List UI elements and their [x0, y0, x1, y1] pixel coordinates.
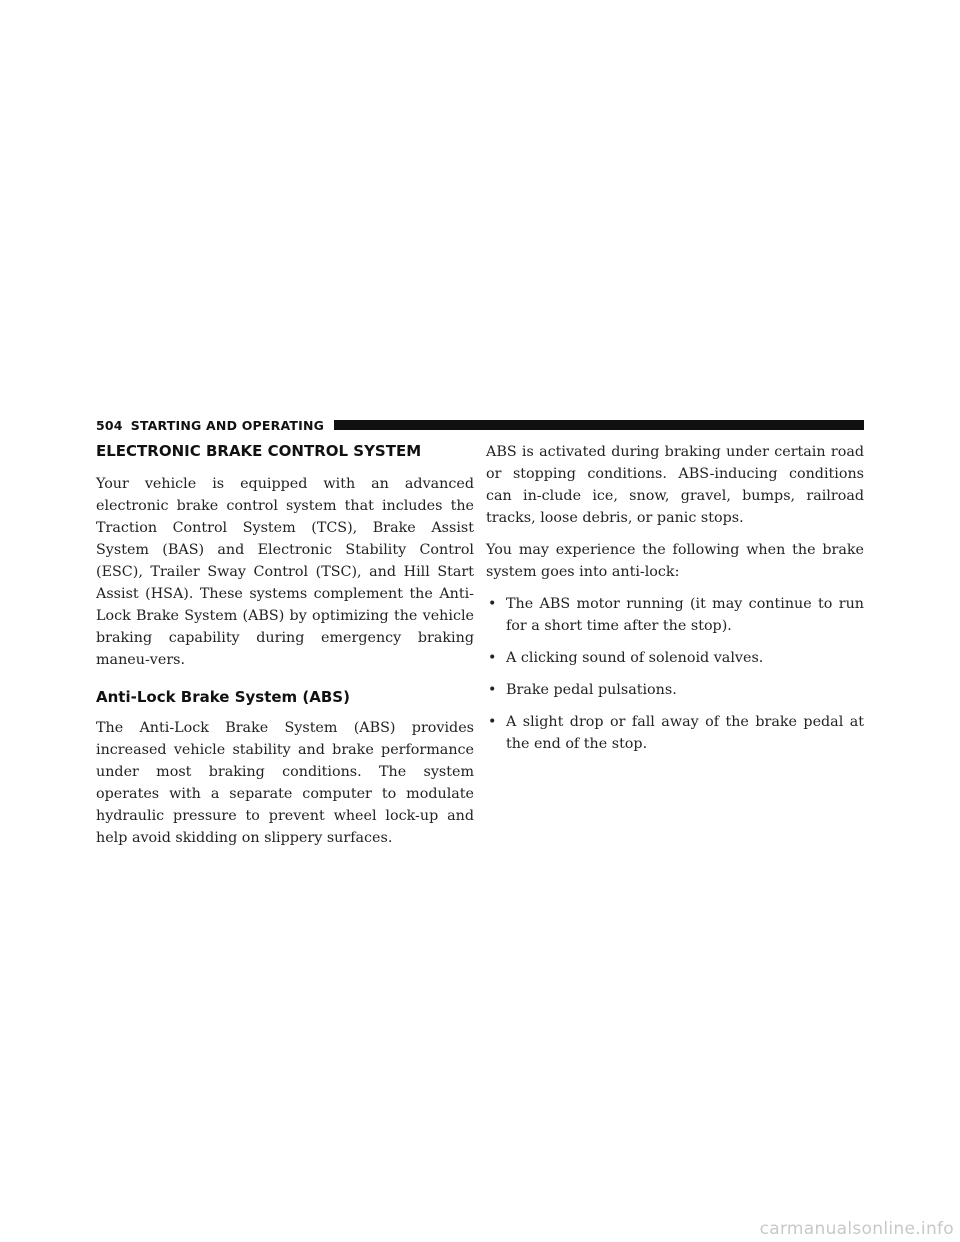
list-item-text: The ABS motor running (it may continue to run for a short time after the stop). — [506, 596, 864, 634]
bullet-icon: • — [488, 682, 497, 698]
list-item-text: Brake pedal pulsations. — [506, 682, 677, 698]
intro-paragraph: Your vehicle is equipped with an advanced electronic brake control system that includes the Traction Control System (TCS), Brake Assist System (BAS) and Electronic Stability Control (ESC), Trailer Sway Control (TSC), and Hill Start Assist (HSA). These systems complement the Anti-Lock Brake System (ABS) by optimizing the vehicle braking capability during emergency braking maneu-vers. — [96, 476, 474, 668]
page-header — [96, 418, 864, 432]
page-number: 504 — [96, 417, 123, 433]
section-name: STARTING AND OPERATING — [130, 417, 325, 433]
list-item-text: A clicking sound of solenoid valves. — [506, 650, 764, 666]
abs-paragraph: The Anti-Lock Brake System (ABS) provides increased vehicle stability and brake performance under most braking conditions. The system operates with a separate computer to modulate hydraulic pressure to prevent wheel lock-up and help avoid skidding on slippery surfaces. — [96, 720, 474, 846]
watermark: carmanualsonline.info — [759, 1219, 954, 1239]
list-item — [486, 593, 864, 637]
bullet-icon: • — [488, 650, 497, 666]
list-item — [486, 679, 864, 701]
header-rule — [334, 420, 864, 430]
list-item — [486, 647, 864, 669]
bullet-icon: • — [488, 714, 497, 730]
abs-subtitle: Anti-Lock Brake System (ABS) — [96, 688, 350, 706]
anti-lock-experience-paragraph: You may experience the following when the brake system goes into anti-lock: — [486, 542, 864, 580]
abs-activation-paragraph: ABS is activated during braking under certain road or stopping conditions. ABS-inducing conditions can in-clude ice, snow, gravel, bumps, railroad tracks, loose debris, or panic stops. — [486, 444, 864, 526]
right-column — [486, 441, 864, 765]
list-item — [486, 711, 864, 755]
section-title: ELECTRONIC BRAKE CONTROL SYSTEM — [96, 442, 422, 460]
bullet-icon: • — [488, 596, 497, 612]
anti-lock-effects-list — [486, 593, 864, 755]
left-column — [96, 441, 474, 849]
list-item-text: A slight drop or fall away of the brake pedal at the end of the stop. — [506, 714, 864, 752]
